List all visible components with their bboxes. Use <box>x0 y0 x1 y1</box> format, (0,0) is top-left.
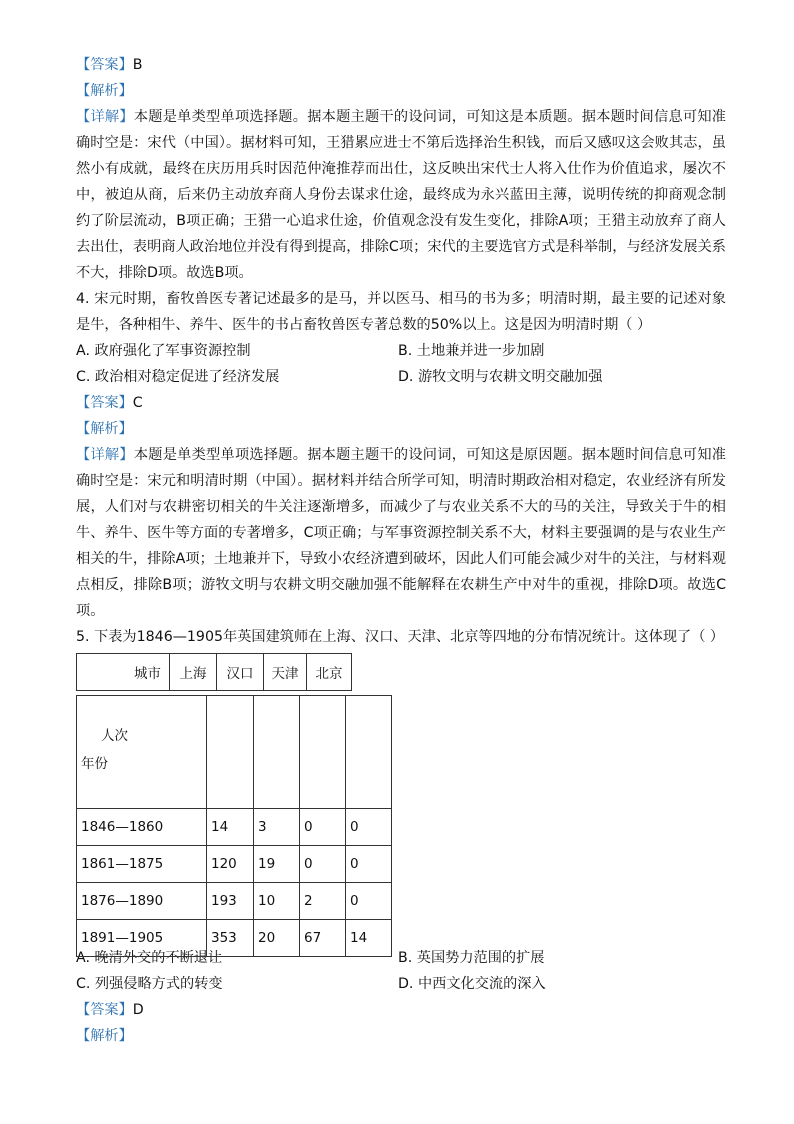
q4-stem: 4. 宋元时期，畜牧兽医专著记述最多的是马，并以医马、相马的书为多；明清时期，最主要的记述对象是牛，各种相牛、养牛、医牛的书占畜牧兽医专著总数的50%以上。这是因为明清时期（ ） <box>76 291 726 333</box>
q5-option-a: A. 晚清外交的不断退让 <box>76 950 223 966</box>
q5-option-c: C. 列强侵略方式的转变 <box>76 976 223 992</box>
q4-answer-line <box>76 390 726 416</box>
q5-label-year: 年份 <box>81 756 108 772</box>
q5-row-label-cell <box>77 696 207 809</box>
table-cell: 0 <box>300 809 346 846</box>
table-cell: 19 <box>254 846 300 883</box>
table-cell: 0 <box>346 883 392 920</box>
q3-analysis-line <box>76 78 726 104</box>
q4-option-a: A. 政府强化了军事资源控制 <box>76 343 251 359</box>
table-cell: 20 <box>254 920 300 957</box>
table-cell: 0 <box>346 846 392 883</box>
q3-answer-tag: 【答案】 <box>76 57 133 73</box>
q4-detail-text: 本题是单类型单项选择题。据本题主题干的设问词，可知这是原因题。据本题时间信息可知准确时空是：宋元和明清时期（中国）。据材料并结合所学可知，明清时期政治相对稳定，农业经济有所发展，人们对与农耕密切相关的牛关注逐渐增多，而减少了与农业关系不大的马的关注，导致关于牛的相牛、养牛、医牛等方面的专著增多，C项正确；与军事资源控制关系不大，材料主要强调的是与农业生产相关的牛，排除A项；土地兼并下，导致小农经济遭到破坏，因此人们可能会减少对牛的关注，与材料观点相反，排除B项；游牧文明与农耕文明交融加强不能解释在农耕生产中对牛的重视，排除D项。故选C项。 <box>76 447 726 619</box>
q4-answer-value: C <box>132 395 143 411</box>
q3-detail-tag: 【详解】 <box>76 109 134 125</box>
table-cell <box>346 696 392 809</box>
table-cell: 0 <box>346 809 392 846</box>
q4-option-b: B. 土地兼并进一步加剧 <box>398 343 545 359</box>
q5-header-city: 城市 <box>77 654 170 691</box>
q5-header-shanghai: 上海 <box>170 654 217 691</box>
q5-label-row <box>77 696 392 809</box>
table-cell-period: 1861—1875 <box>77 846 207 883</box>
table-cell: 10 <box>254 883 300 920</box>
q4-detail-tag: 【详解】 <box>76 447 134 463</box>
table-cell <box>207 696 254 809</box>
q5-table-body <box>76 695 392 957</box>
q5-analysis-line <box>76 1023 726 1049</box>
table-row <box>77 883 392 920</box>
q4-options-row-1 <box>76 338 726 364</box>
q5-table-header <box>76 653 352 691</box>
q5-header-row <box>77 654 352 691</box>
q4-detail-paragraph <box>76 442 726 624</box>
table-cell: 3 <box>254 809 300 846</box>
table-row <box>77 920 392 957</box>
q4-option-c: C. 政治相对稳定促进了经济发展 <box>76 369 280 385</box>
table-cell: 0 <box>300 846 346 883</box>
table-cell: 67 <box>300 920 346 957</box>
table-cell: 193 <box>207 883 254 920</box>
q4-analysis-line <box>76 416 726 442</box>
q5-answer-line <box>76 997 726 1023</box>
q3-answer-line <box>76 52 726 78</box>
table-cell-period: 1846—1860 <box>77 809 207 846</box>
q5-table <box>76 653 726 946</box>
q4-option-d: D. 游牧文明与农耕文明交融加强 <box>398 369 603 385</box>
q5-analysis-tag: 【解析】 <box>76 1028 133 1044</box>
table-cell-period: 1891—1905 <box>77 920 207 957</box>
table-cell: 14 <box>346 920 392 957</box>
table-cell: 2 <box>300 883 346 920</box>
table-cell: 353 <box>207 920 254 957</box>
exam-page <box>76 52 726 1049</box>
q5-answer-tag: 【答案】 <box>76 1002 133 1018</box>
table-row <box>77 809 392 846</box>
q4-options-row-2 <box>76 364 726 390</box>
table-cell: 120 <box>207 846 254 883</box>
q5-option-b: B. 英国势力范围的扩展 <box>398 950 545 966</box>
q3-answer-value: B <box>132 57 143 73</box>
q5-answer-value: D <box>132 1002 144 1018</box>
q5-header-tianjin: 天津 <box>264 654 307 691</box>
q5-label-count: 人次 <box>101 728 128 744</box>
table-cell-period: 1876—1890 <box>77 883 207 920</box>
q5-stem: 5. 下表为1846—1905年英国建筑师在上海、汉口、天津、北京等四地的分布情况统计。这体现了（ ） <box>76 629 725 645</box>
table-cell: 14 <box>207 809 254 846</box>
q5-header-hankou: 汉口 <box>217 654 264 691</box>
q3-detail-text: 本题是单类型单项选择题。据本题主题干的设问词，可知这是本质题。据本题时间信息可知准确时空是：宋代（中国）。据材料可知，王猎累应进士不第后选择治生积钱，而后又感叹这会败其志，虽然小有成就，最终在庆历用兵时因范仲淹推荐而出仕，这反映出宋代士人将入仕作为价值追求，屡次不中，被迫从商，后来仍主动放弃商人身份去谋求仕途，最终成为永兴蓝田主薄，说明传统的抑商观念制约了阶层流动，B项正确；王猎一心追求仕途，价值观念没有发生变化，排除A项；王猎主动放弃了商人去出仕，表明商人政治地位并没有得到提高，排除C项；宋代的主要选官方式是科举制，与经济发展关系不大，排除D项。故选B项。 <box>76 109 726 281</box>
q4-analysis-tag: 【解析】 <box>76 421 133 437</box>
q4-answer-tag: 【答案】 <box>76 395 133 411</box>
table-cell <box>300 696 346 809</box>
q3-analysis-tag: 【解析】 <box>76 83 133 99</box>
table-cell <box>254 696 300 809</box>
q5-options-row-2 <box>76 971 726 997</box>
q3-detail-paragraph <box>76 104 726 286</box>
q5-header-beijing: 北京 <box>307 654 352 691</box>
q5-option-d: D. 中西文化交流的深入 <box>398 976 546 992</box>
table-row <box>77 846 392 883</box>
